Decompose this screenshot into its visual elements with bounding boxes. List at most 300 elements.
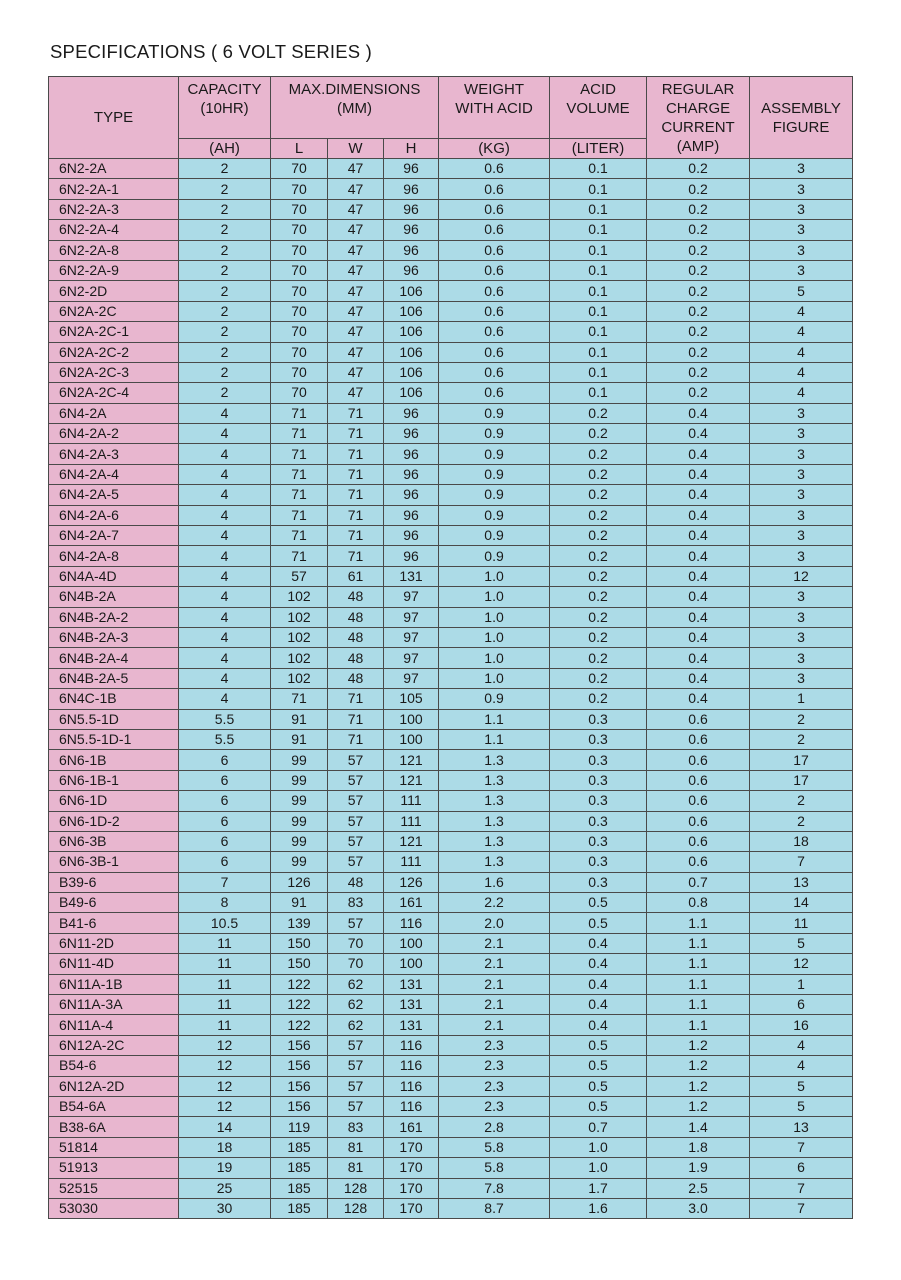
acid-volume-cell: 0.1: [550, 240, 647, 260]
weight-cell: 2.1: [439, 974, 550, 994]
dim-l-cell: 122: [271, 995, 328, 1015]
dim-h-cell: 170: [384, 1137, 439, 1157]
dim-w-cell: 48: [328, 627, 384, 647]
type-cell: 6N11-2D: [49, 933, 179, 953]
charge-current-cell: 1.9: [647, 1158, 750, 1178]
dim-l-cell: 156: [271, 1035, 328, 1055]
assembly-figure-cell: 5: [750, 281, 853, 301]
dim-w-cell: 57: [328, 852, 384, 872]
acid-volume-cell: 0.4: [550, 974, 647, 994]
charge-current-cell: 0.4: [647, 689, 750, 709]
weight-cell: 0.9: [439, 505, 550, 525]
table-row: [49, 709, 853, 729]
charge-current-cell: 0.4: [647, 607, 750, 627]
charge-current-cell: 1.1: [647, 933, 750, 953]
dim-l-cell: 139: [271, 913, 328, 933]
dim-w-cell: 71: [328, 526, 384, 546]
acid-volume-cell: 0.7: [550, 1117, 647, 1137]
dim-h-cell: 97: [384, 668, 439, 688]
dim-h-cell: 96: [384, 199, 439, 219]
dim-w-cell: 48: [328, 872, 384, 892]
type-cell: 6N6-1D: [49, 791, 179, 811]
table-row: [49, 383, 853, 403]
table-row: [49, 1076, 853, 1096]
dim-l-cell: 57: [271, 566, 328, 586]
acid-volume-cell: 0.4: [550, 995, 647, 1015]
capacity-cell: 6: [179, 750, 271, 770]
acid-volume-cell: 0.2: [550, 627, 647, 647]
dim-h-cell: 116: [384, 1096, 439, 1116]
acid-volume-cell: 0.1: [550, 199, 647, 219]
weight-cell: 0.9: [439, 424, 550, 444]
table-row: [49, 668, 853, 688]
table-row: [49, 403, 853, 423]
capacity-cell: 2: [179, 159, 271, 179]
table-row: [49, 566, 853, 586]
dim-h-cell: 131: [384, 974, 439, 994]
charge-current-cell: 1.1: [647, 1015, 750, 1035]
charge-current-cell: 1.1: [647, 995, 750, 1015]
table-row: [49, 1015, 853, 1035]
acid-volume-cell: 0.2: [550, 444, 647, 464]
charge-current-cell: 0.6: [647, 791, 750, 811]
capacity-cell: 30: [179, 1198, 271, 1218]
capacity-cell: 12: [179, 1096, 271, 1116]
acid-volume-cell: 0.2: [550, 464, 647, 484]
dim-l-cell: 71: [271, 689, 328, 709]
dim-h-cell: 126: [384, 872, 439, 892]
table-row: [49, 872, 853, 892]
capacity-cell: 4: [179, 627, 271, 647]
weight-cell: 0.9: [439, 689, 550, 709]
dim-l-cell: 185: [271, 1137, 328, 1157]
dim-l-cell: 156: [271, 1056, 328, 1076]
type-cell: 6N6-3B: [49, 831, 179, 851]
capacity-cell: 12: [179, 1076, 271, 1096]
charge-current-cell: 0.7: [647, 872, 750, 892]
dim-w-cell: 47: [328, 199, 384, 219]
dim-w-cell: 57: [328, 750, 384, 770]
table-row: [49, 424, 853, 444]
dim-l-header: L: [271, 139, 328, 159]
charge-current-cell: 0.4: [647, 424, 750, 444]
table-row: [49, 301, 853, 321]
charge-current-cell: 0.4: [647, 444, 750, 464]
table-row: [49, 342, 853, 362]
charge-current-cell: 0.6: [647, 770, 750, 790]
type-cell: 6N11A-3A: [49, 995, 179, 1015]
acid-volume-cell: 0.3: [550, 750, 647, 770]
charge-current-cell: 0.4: [647, 505, 750, 525]
type-cell: 51814: [49, 1137, 179, 1157]
dim-l-cell: 102: [271, 607, 328, 627]
table-row: [49, 281, 853, 301]
acid-volume-cell: 0.2: [550, 607, 647, 627]
dim-l-cell: 70: [271, 301, 328, 321]
assembly-figure-cell: 7: [750, 852, 853, 872]
assembly-figure-cell: 3: [750, 444, 853, 464]
type-cell: 6N5.5-1D: [49, 709, 179, 729]
charge-current-cell: 2.5: [647, 1178, 750, 1198]
assembly-figure-cell: 17: [750, 770, 853, 790]
acid-volume-cell: 0.1: [550, 260, 647, 280]
assembly-figure-cell: 1: [750, 689, 853, 709]
dim-w-cell: 47: [328, 342, 384, 362]
capacity-cell: 12: [179, 1035, 271, 1055]
table-row: [49, 362, 853, 382]
dim-h-cell: 100: [384, 954, 439, 974]
capacity-cell: 4: [179, 464, 271, 484]
charge-current-cell: 0.2: [647, 199, 750, 219]
dim-l-cell: 185: [271, 1158, 328, 1178]
type-cell: 6N2-2D: [49, 281, 179, 301]
table-row: [49, 831, 853, 851]
table-row: [49, 1198, 853, 1218]
dim-h-cell: 116: [384, 1035, 439, 1055]
weight-cell: 0.6: [439, 159, 550, 179]
acid-volume-cell: 1.6: [550, 1198, 647, 1218]
type-cell: 6N2-2A-9: [49, 260, 179, 280]
dim-h-cell: 170: [384, 1198, 439, 1218]
acid-unit: (LITER): [550, 139, 647, 159]
weight-cell: 0.6: [439, 179, 550, 199]
dim-h-cell: 96: [384, 546, 439, 566]
table-row: [49, 1096, 853, 1116]
dim-l-cell: 71: [271, 505, 328, 525]
type-cell: 6N4-2A-3: [49, 444, 179, 464]
acid-volume-cell: 0.3: [550, 811, 647, 831]
assembly-figure-cell: 18: [750, 831, 853, 851]
weight-unit: (KG): [439, 139, 550, 159]
assembly-figure-cell: 3: [750, 424, 853, 444]
weight-cell: 1.1: [439, 729, 550, 749]
dimensions-header: MAX.DIMENSIONS (MM): [271, 77, 439, 139]
table-row: [49, 648, 853, 668]
acid-volume-cell: 0.5: [550, 1035, 647, 1055]
dim-l-cell: 99: [271, 852, 328, 872]
acid-volume-cell: 0.1: [550, 159, 647, 179]
dim-h-cell: 116: [384, 1076, 439, 1096]
assembly-figure-cell: 3: [750, 485, 853, 505]
acid-volume-cell: 0.2: [550, 526, 647, 546]
table-row: [49, 893, 853, 913]
table-row: [49, 954, 853, 974]
table-row: [49, 974, 853, 994]
acid-volume-cell: 1.0: [550, 1158, 647, 1178]
weight-cell: 7.8: [439, 1178, 550, 1198]
type-cell: 6N6-3B-1: [49, 852, 179, 872]
dim-w-cell: 47: [328, 301, 384, 321]
capacity-cell: 4: [179, 485, 271, 505]
dim-h-cell: 96: [384, 260, 439, 280]
weight-cell: 1.0: [439, 627, 550, 647]
assembly-figure-cell: 13: [750, 1117, 853, 1137]
type-cell: 6N2-2A-1: [49, 179, 179, 199]
dim-w-cell: 47: [328, 159, 384, 179]
assembly-figure-cell: 3: [750, 220, 853, 240]
acid-volume-cell: 0.3: [550, 791, 647, 811]
type-cell: 52515: [49, 1178, 179, 1198]
dim-h-cell: 111: [384, 852, 439, 872]
charge-current-cell: 3.0: [647, 1198, 750, 1218]
dim-w-cell: 57: [328, 770, 384, 790]
assembly-figure-cell: 4: [750, 362, 853, 382]
table-row: [49, 1178, 853, 1198]
charge-current-cell: 0.4: [647, 587, 750, 607]
table-row: [49, 933, 853, 953]
table-row: [49, 505, 853, 525]
type-cell: 6N2-2A-8: [49, 240, 179, 260]
charge-current-cell: 0.4: [647, 648, 750, 668]
dim-h-cell: 96: [384, 444, 439, 464]
charge-current-cell: 1.8: [647, 1137, 750, 1157]
charge-current-cell: 1.2: [647, 1096, 750, 1116]
weight-cell: 0.6: [439, 240, 550, 260]
dim-l-cell: 71: [271, 464, 328, 484]
charge-current-cell: 0.2: [647, 240, 750, 260]
assembly-figure-cell: 3: [750, 546, 853, 566]
capacity-cell: 4: [179, 526, 271, 546]
dim-h-cell: 96: [384, 159, 439, 179]
capacity-cell: 6: [179, 791, 271, 811]
dim-w-cell: 57: [328, 913, 384, 933]
charge-current-cell: 0.6: [647, 831, 750, 851]
capacity-cell: 4: [179, 444, 271, 464]
type-cell: 6N6-1B-1: [49, 770, 179, 790]
charge-current-cell: 1.4: [647, 1117, 750, 1137]
charge-current-cell: 0.2: [647, 159, 750, 179]
type-cell: B54-6: [49, 1056, 179, 1076]
charge-current-cell: 1.1: [647, 954, 750, 974]
dim-l-cell: 102: [271, 668, 328, 688]
type-cell: 6N5.5-1D-1: [49, 729, 179, 749]
weight-cell: 0.9: [439, 546, 550, 566]
dim-l-cell: 126: [271, 872, 328, 892]
assembly-figure-cell: 4: [750, 342, 853, 362]
weight-cell: 2.2: [439, 893, 550, 913]
weight-cell: 0.6: [439, 220, 550, 240]
capacity-cell: 2: [179, 179, 271, 199]
weight-cell: 1.6: [439, 872, 550, 892]
capacity-cell: 6: [179, 770, 271, 790]
type-cell: 6N2A-2C-4: [49, 383, 179, 403]
weight-cell: 2.3: [439, 1056, 550, 1076]
dim-w-cell: 71: [328, 729, 384, 749]
assembly-figure-cell: 3: [750, 607, 853, 627]
dim-l-cell: 102: [271, 587, 328, 607]
dim-h-cell: 106: [384, 362, 439, 382]
dim-l-cell: 71: [271, 485, 328, 505]
dim-w-cell: 47: [328, 281, 384, 301]
dim-w-cell: 71: [328, 546, 384, 566]
capacity-cell: 11: [179, 1015, 271, 1035]
charge-current-cell: 1.2: [647, 1076, 750, 1096]
type-cell: 6N4B-2A-4: [49, 648, 179, 668]
charge-current-cell: 0.2: [647, 260, 750, 280]
dim-l-cell: 185: [271, 1198, 328, 1218]
dim-w-cell: 57: [328, 831, 384, 851]
dim-h-cell: 97: [384, 627, 439, 647]
page-bottom-margin: [0, 1250, 901, 1280]
acid-volume-cell: 0.3: [550, 729, 647, 749]
charge-current-cell: 0.4: [647, 403, 750, 423]
table-row: [49, 913, 853, 933]
dim-w-header: W: [328, 139, 384, 159]
assembly-figure-cell: 4: [750, 1035, 853, 1055]
type-cell: 6N11-4D: [49, 954, 179, 974]
acid-volume-cell: 0.1: [550, 301, 647, 321]
capacity-cell: 2: [179, 199, 271, 219]
assembly-figure-cell: 2: [750, 791, 853, 811]
dim-w-cell: 71: [328, 403, 384, 423]
dim-h-cell: 106: [384, 301, 439, 321]
type-cell: 6N2-2A: [49, 159, 179, 179]
dim-l-cell: 99: [271, 811, 328, 831]
dim-l-cell: 99: [271, 791, 328, 811]
dim-h-cell: 97: [384, 587, 439, 607]
assembly-figure-cell: 3: [750, 505, 853, 525]
acid-volume-cell: 1.0: [550, 1137, 647, 1157]
capacity-cell: 4: [179, 607, 271, 627]
dim-w-cell: 48: [328, 668, 384, 688]
dim-w-cell: 81: [328, 1158, 384, 1178]
acid-volume-cell: 0.1: [550, 383, 647, 403]
dim-l-cell: 156: [271, 1076, 328, 1096]
charge-current-cell: 0.6: [647, 750, 750, 770]
table-row: [49, 220, 853, 240]
weight-cell: 0.6: [439, 322, 550, 342]
weight-cell: 1.3: [439, 852, 550, 872]
page-title: SPECIFICATIONS ( 6 VOLT SERIES ): [50, 41, 372, 62]
dim-h-cell: 106: [384, 383, 439, 403]
dim-l-cell: 99: [271, 770, 328, 790]
charge-current-cell: 0.4: [647, 485, 750, 505]
capacity-cell: 10.5: [179, 913, 271, 933]
charge-current-cell: 0.4: [647, 627, 750, 647]
dim-w-cell: 57: [328, 1096, 384, 1116]
dim-w-cell: 71: [328, 444, 384, 464]
weight-cell: 5.8: [439, 1158, 550, 1178]
dim-l-cell: 122: [271, 1015, 328, 1035]
charge-current-cell: 0.4: [647, 464, 750, 484]
capacity-cell: 11: [179, 954, 271, 974]
type-cell: 6N4B-2A-3: [49, 627, 179, 647]
dim-l-cell: 102: [271, 627, 328, 647]
dim-w-cell: 57: [328, 1076, 384, 1096]
dim-w-cell: 71: [328, 485, 384, 505]
type-cell: 6N4C-1B: [49, 689, 179, 709]
charge-current-cell: 0.2: [647, 179, 750, 199]
table-row: [49, 485, 853, 505]
weight-cell: 2.1: [439, 995, 550, 1015]
weight-cell: 2.3: [439, 1076, 550, 1096]
dim-l-cell: 91: [271, 729, 328, 749]
table-row: [49, 995, 853, 1015]
capacity-cell: 2: [179, 240, 271, 260]
dim-l-cell: 71: [271, 526, 328, 546]
capacity-cell: 8: [179, 893, 271, 913]
weight-cell: 1.0: [439, 648, 550, 668]
dim-w-cell: 47: [328, 383, 384, 403]
dim-h-cell: 96: [384, 240, 439, 260]
dim-w-cell: 71: [328, 689, 384, 709]
dim-l-cell: 119: [271, 1117, 328, 1137]
dim-h-cell: 100: [384, 709, 439, 729]
weight-cell: 2.1: [439, 933, 550, 953]
dim-l-cell: 150: [271, 954, 328, 974]
acid-volume-cell: 0.1: [550, 179, 647, 199]
capacity-cell: 5.5: [179, 729, 271, 749]
assembly-figure-cell: 1: [750, 974, 853, 994]
charge-current-cell: 0.6: [647, 811, 750, 831]
table-row: [49, 587, 853, 607]
dim-h-cell: 116: [384, 913, 439, 933]
dim-h-cell: 96: [384, 220, 439, 240]
dim-h-cell: 97: [384, 648, 439, 668]
capacity-cell: 5.5: [179, 709, 271, 729]
dim-h-header: H: [384, 139, 439, 159]
acid-volume-cell: 0.2: [550, 485, 647, 505]
dim-l-cell: 70: [271, 383, 328, 403]
charge-current-cell: 0.2: [647, 281, 750, 301]
acid-volume-cell: 1.7: [550, 1178, 647, 1198]
dim-h-cell: 96: [384, 179, 439, 199]
weight-cell: 0.9: [439, 485, 550, 505]
dim-w-cell: 62: [328, 995, 384, 1015]
type-cell: 6N4-2A-2: [49, 424, 179, 444]
dim-h-cell: 96: [384, 424, 439, 444]
acid-volume-cell: 0.2: [550, 587, 647, 607]
weight-cell: 2.1: [439, 1015, 550, 1035]
table-row: [49, 750, 853, 770]
dim-h-cell: 100: [384, 933, 439, 953]
capacity-cell: 6: [179, 811, 271, 831]
dim-l-cell: 70: [271, 240, 328, 260]
assembly-figure-cell: 17: [750, 750, 853, 770]
weight-cell: 8.7: [439, 1198, 550, 1218]
capacity-cell: 2: [179, 342, 271, 362]
acid-volume-cell: 0.5: [550, 1076, 647, 1096]
charge-current-cell: 0.6: [647, 852, 750, 872]
dim-l-cell: 122: [271, 974, 328, 994]
dim-w-cell: 71: [328, 424, 384, 444]
assembly-figure-cell: 2: [750, 729, 853, 749]
acid-volume-cell: 0.4: [550, 1015, 647, 1035]
dim-h-cell: 131: [384, 566, 439, 586]
weight-cell: 1.3: [439, 770, 550, 790]
dim-w-cell: 71: [328, 464, 384, 484]
capacity-unit: (AH): [179, 139, 271, 159]
capacity-cell: 2: [179, 322, 271, 342]
charge-current-cell: 0.2: [647, 220, 750, 240]
dim-w-cell: 70: [328, 933, 384, 953]
type-cell: 6N4-2A-4: [49, 464, 179, 484]
capacity-cell: 12: [179, 1056, 271, 1076]
dim-h-cell: 131: [384, 995, 439, 1015]
dim-h-cell: 105: [384, 689, 439, 709]
table-row: [49, 260, 853, 280]
type-cell: B38-6A: [49, 1117, 179, 1137]
assembly-figure-cell: 12: [750, 566, 853, 586]
capacity-cell: 4: [179, 689, 271, 709]
dim-h-cell: 170: [384, 1178, 439, 1198]
dim-w-cell: 81: [328, 1137, 384, 1157]
acid-volume-cell: 0.5: [550, 913, 647, 933]
dim-h-cell: 96: [384, 505, 439, 525]
weight-cell: 1.3: [439, 811, 550, 831]
weight-cell: 0.6: [439, 383, 550, 403]
charge-current-cell: 1.1: [647, 913, 750, 933]
